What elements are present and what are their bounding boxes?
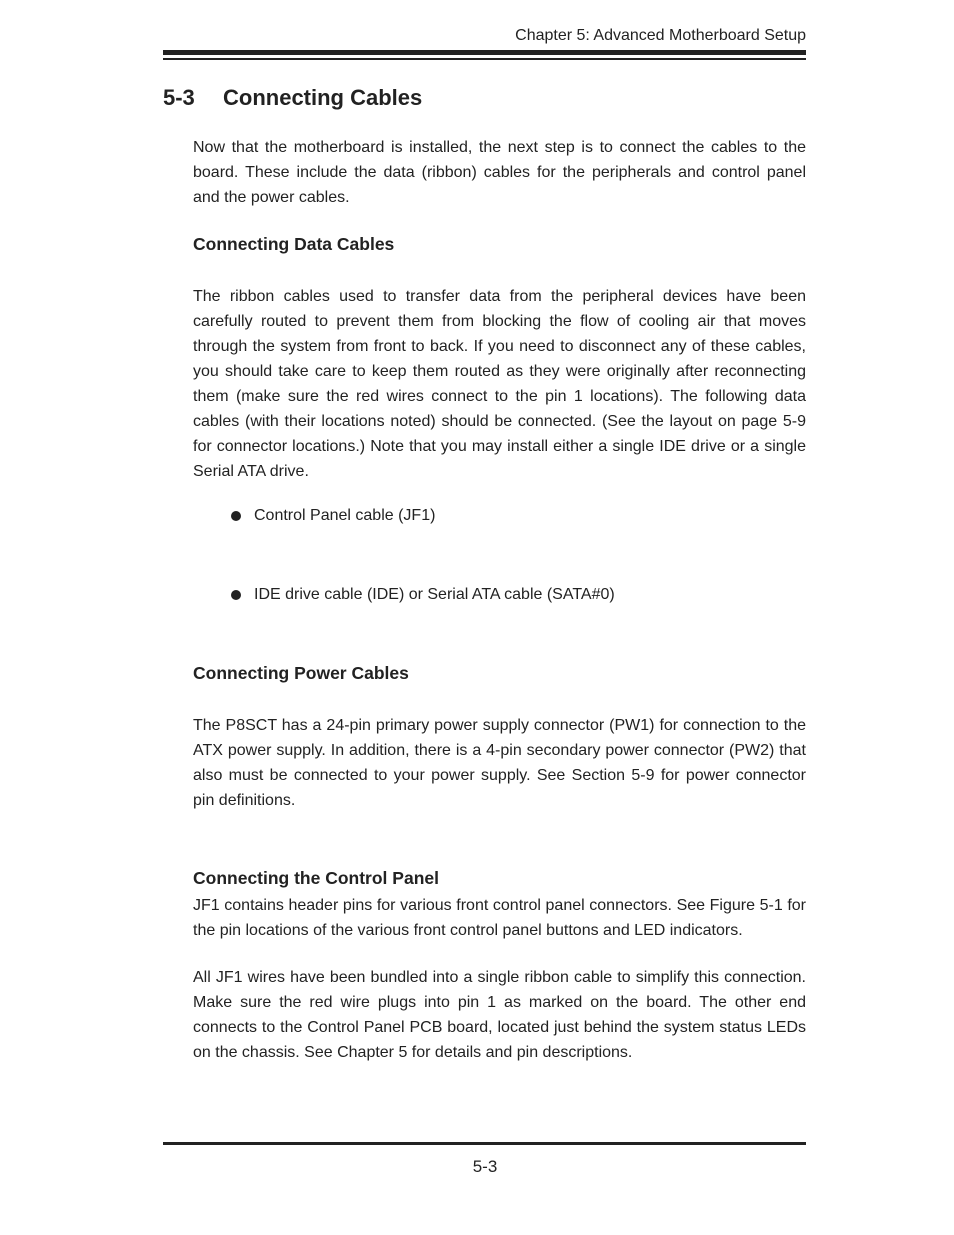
section-number: 5-3 — [163, 85, 195, 110]
control-panel-paragraph-2: All JF1 wires have been bundled into a single ribbon cable to simplify this connection. Make sure the red wire plugs into pin 1 as marked on the board. The other end connects to the Control Panel PCB board, located just behind the system status LEDs on the chassis. See Chapter 5 for details and pin descriptions. — [193, 969, 806, 1061]
bullet-icon — [231, 511, 241, 521]
section-title-text: Connecting Cables — [223, 85, 423, 110]
control-panel-paragraph-1: JF1 contains header pins for various front control panel connectors. See Figure 5-1 for the pin locations of the various front control panel buttons and LED indicators. — [193, 897, 806, 939]
data-cables-heading: Connecting Data Cables — [193, 234, 395, 254]
power-cables-paragraph: The P8SCT has a 24-pin primary power supply connector (PW1) for connection to the ATX power supply. In addition, there is a 4-pin secondary power connector (PW2) that also must be connected to your power supply. See Section 5-9 for power connector pin definitions. — [193, 717, 806, 809]
running-header: Chapter 5: Advanced Motherboard Setup — [515, 27, 806, 44]
header-rule-thin — [163, 58, 806, 60]
power-cables-heading: Connecting Power Cables — [193, 663, 409, 683]
footer-rule — [163, 1142, 806, 1145]
bullet-icon — [231, 590, 241, 600]
list-item-text: Control Panel cable (JF1) — [254, 507, 436, 524]
list-item — [231, 586, 615, 604]
data-cables-paragraph: The ribbon cables used to transfer data from the peripheral devices have been carefully routed to prevent them from blocking the flow of cooling air that moves through the system from front to back. If you need to disconnect any of these cables, you should take care to keep them routed as they were originally after reconnecting them (make sure the red wires connect to the pin 1 locations). The following data cables (with their locations noted) should be connected. (See the layout on page 5-9 for connector locations.) Note that you may install either a single IDE drive or a single Serial ATA drive. — [193, 288, 806, 480]
intro-paragraph: Now that the motherboard is installed, the next step is to connect the cables to the board. These include the data (ribbon) cables for the peripherals and control panel and the power cables. — [193, 139, 806, 206]
section-title — [163, 85, 422, 111]
header-rule — [163, 50, 806, 55]
control-panel-heading: Connecting the Control Panel — [193, 868, 439, 888]
list-item — [231, 507, 435, 525]
list-item-text: IDE drive cable (IDE) or Serial ATA cable (SATA#0) — [254, 586, 615, 603]
page-number: 5-3 — [472, 1157, 498, 1176]
